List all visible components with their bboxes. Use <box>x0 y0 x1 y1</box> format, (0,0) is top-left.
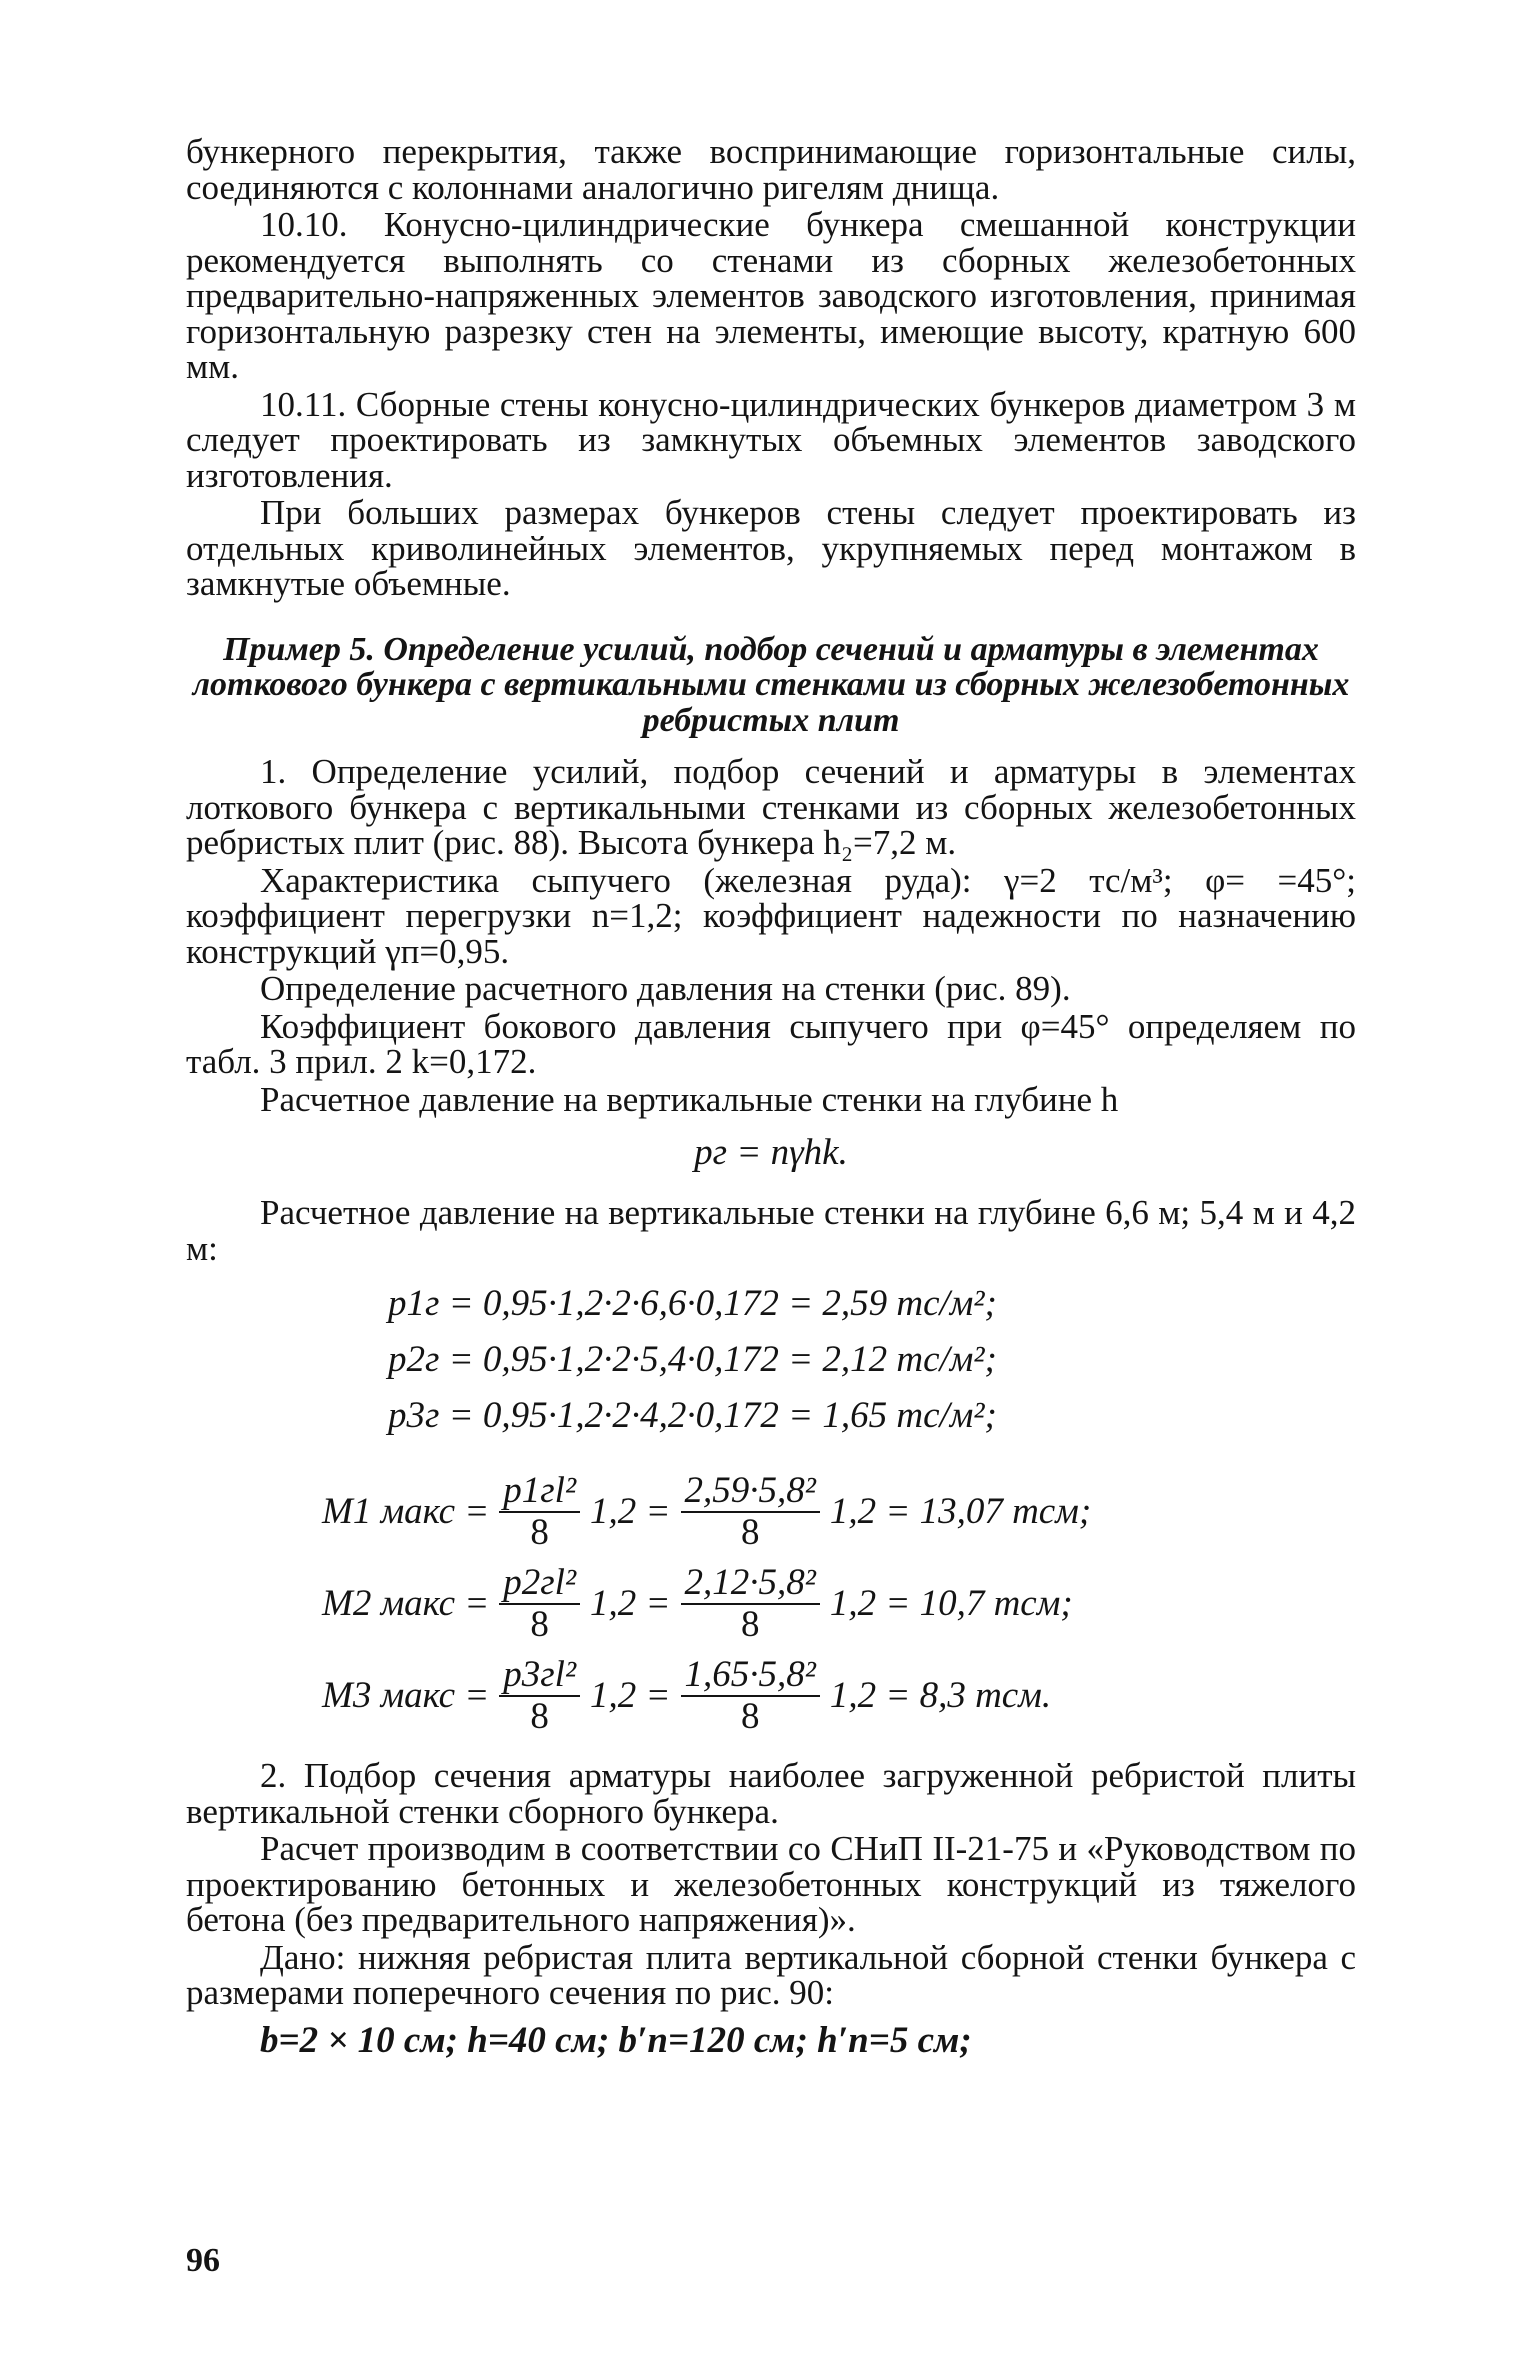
moment-fraction-numeric: $\frac{\text{2,12·5,8²}}{8}$ <box>681 1563 820 1645</box>
paragraph-lateral-coef: Коэффициент бокового давления сыпучего при φ=45° определяем по табл. 3 прил. 2 k=0,172. <box>186 1006 1356 1081</box>
moment-equations <box>186 1466 1356 1742</box>
page-number: 96 <box>186 2242 220 2279</box>
text-column <box>186 134 1356 2069</box>
paragraph-step-2: 2. Подбор сечения арматуры наиболее загруженной ребристой плиты вертикальной стенки сборного бункера. <box>186 1756 1356 1831</box>
moment-rhs: 1,2 = 13,07 тсм; <box>829 1491 1092 1532</box>
moment-row-3 <box>322 1650 1356 1742</box>
equation-p1: p1г = 0,95·1,2·2·6,6·0,172 = 2,59 тс/м²; <box>388 1283 997 1324</box>
example-heading: Пример 5. Определение усилий, подбор сечений и арматуры в элементах лоткового бункера с вертикальными стенками из сборных железобетонных ребристых плит <box>192 630 1350 739</box>
paragraph-continuation: бункерного перекрытия, также воспринимающие горизонтальные силы, соединяются с колоннами аналогично ригелям днища. <box>186 132 1356 207</box>
moment-fraction-numeric: $\frac{\text{2,59·5,8²}}{8}$ <box>681 1471 820 1553</box>
equation-dimensions: b=2 × 10 см; h=40 см; b′п=120 см; h′п=5 см; <box>260 2019 972 2061</box>
paragraph-depths: Расчетное давление на вертикальные стенки на глубине 6,6 м; 5,4 м и 4,2 м: <box>186 1193 1356 1268</box>
equation-p2: p2г = 0,95·1,2·2·5,4·0,172 = 2,12 тс/м²; <box>388 1339 997 1380</box>
equation-pressure: pг = nγhk. <box>694 1132 848 1173</box>
paragraph-large-bunkers: При больших размерах бункеров стены следует проектировать из отдельных криволинейных элементов, укрупняемых перед монтажом в замкнутые объемные. <box>186 493 1356 603</box>
paragraph-pressure-depth: Расчетное давление на вертикальные стенки на глубине h <box>260 1079 1119 1119</box>
paragraph-given: Дано: нижняя ребристая плита вертикальной сборной стенки бункера с размерами поперечного сечения по рис. 90: <box>186 1937 1356 2012</box>
moment-mid: 1,2 = <box>590 1675 671 1716</box>
paragraph-10-11: 10.11. Сборные стены конусно-цилиндрических бункеров диаметром 3 м следует проектировать из замкнутых объемных элементов заводского изготовления. <box>186 384 1356 495</box>
moment-lhs: M1 макс = <box>322 1491 490 1532</box>
moment-rhs: 1,2 = 8,3 тсм. <box>829 1675 1052 1716</box>
moment-row-2 <box>322 1558 1356 1650</box>
paragraph-step-1: 1. Определение усилий, подбор сечений и арматуры в элементах лоткового бункера с вертикальными стенками из сборных железобетонных ребристых плит (рис. 88). Высота бункера h₂=7,2 м. <box>186 752 1356 862</box>
moment-fraction-symbolic: $\frac{\text{p2гl²}}{8}$ <box>499 1563 580 1645</box>
moment-lhs: M2 макс = <box>322 1583 490 1624</box>
moment-fraction-symbolic: $\frac{\text{p1гl²}}{8}$ <box>499 1471 580 1553</box>
paragraph-10-10: 10.10. Конусно-цилиндрические бункера смешанной конструкции рекомендуется выполнять со стенами из сборных железобетонных предварительно-напряженных элементов заводского изготовления, принимая горизонтальную разрезку стен на элементы, имеющие высоту, кратную 600 мм. <box>186 205 1356 386</box>
paragraph-pressure-def: Определение расчетного давления на стенки (рис. 89). <box>260 969 1071 1008</box>
pressure-equations <box>186 1276 1356 1444</box>
equation-p3: p3г = 0,95·1,2·2·4,2·0,172 = 1,65 тс/м²; <box>388 1395 997 1436</box>
moment-lhs: M3 макс = <box>322 1675 490 1716</box>
moment-rhs: 1,2 = 10,7 тсм; <box>829 1583 1073 1624</box>
paragraph-snip: Расчет производим в соответствии со СНиП II-21-75 и «Руководством по проектированию бетонных и железобетонных конструкций из тяжелого бетона (без предварительного напряжения)». <box>186 1829 1356 1939</box>
moment-fraction-numeric: $\frac{\text{1,65·5,8²}}{8}$ <box>681 1655 820 1737</box>
moment-mid: 1,2 = <box>590 1583 671 1624</box>
moment-mid: 1,2 = <box>590 1491 671 1532</box>
moment-fraction-symbolic: $\frac{\text{p3гl²}}{8}$ <box>499 1655 580 1737</box>
moment-row-1 <box>322 1466 1356 1558</box>
paragraph-material: Характеристика сыпучего (железная руда): γ=2 тс/м³; φ= =45°; коэффициент перегрузки n=1,2; коэффициент надежности по назначению конструкций γп=0,95. <box>186 860 1356 971</box>
